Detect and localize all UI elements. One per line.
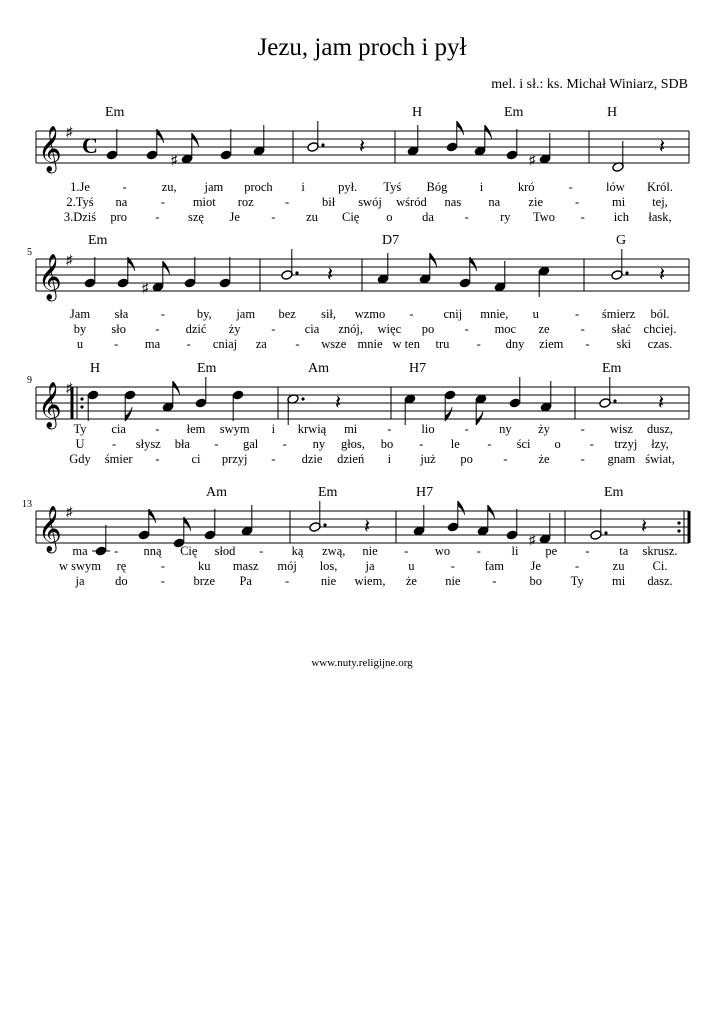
lyric-hyphen: - — [160, 559, 165, 573]
lyric-syllable: słod — [214, 544, 236, 558]
lyric-syllable: moc — [494, 322, 517, 336]
lyric-syllable: sił, — [321, 307, 337, 321]
footer-url: www.nuty.religijne.org — [311, 657, 413, 669]
lyric-syllable: wo — [434, 544, 451, 558]
lyric-syllable: ich — [613, 210, 629, 224]
lyric-syllable: mi — [611, 574, 626, 588]
treble-clef: 𝄞 — [38, 126, 62, 171]
repeat-dot — [677, 521, 680, 524]
chord-symbol: Em — [88, 233, 108, 248]
lyric-syllable: śmier — [104, 452, 133, 466]
lyric-syllable: mi — [611, 195, 626, 209]
lyric-syllable: nną — [143, 544, 162, 558]
lyric-hyphen: - — [122, 180, 127, 194]
lyric-syllable: ma — [144, 337, 161, 351]
measure-number: 9 — [27, 375, 32, 386]
lyric-syllable: Jam — [69, 307, 91, 321]
lyric-syllable: mnie — [357, 337, 383, 351]
lyric-syllable: pro — [110, 210, 128, 224]
lyric-hyphen: - — [271, 322, 276, 336]
lyric-syllable: Je — [229, 210, 240, 224]
staff-system — [27, 361, 689, 466]
augmentation-dot — [295, 271, 298, 274]
lyric-syllable: Król. — [646, 180, 674, 194]
chord-symbol: Am — [206, 485, 227, 500]
lyric-syllable: że — [538, 452, 550, 466]
lyric-syllable: łzy, — [651, 437, 669, 451]
lyric-syllable: ży — [228, 322, 241, 336]
augmentation-dot — [625, 271, 628, 274]
measure-number: 13 — [22, 499, 32, 510]
lyric-syllable: u — [408, 559, 415, 573]
lyric-syllable: los, — [319, 559, 338, 573]
lyric-syllable: dusz, — [646, 422, 674, 436]
lyric-syllable: gal — [242, 437, 259, 451]
lyric-syllable: masz — [232, 559, 259, 573]
lyric-syllable: dzień — [337, 452, 365, 466]
lyric-syllable: zu — [612, 559, 625, 573]
lyric-hyphen: - — [487, 437, 492, 451]
key-signature-sharp: ♯ — [66, 380, 73, 395]
lyric-syllable: słysz — [135, 437, 161, 451]
lyric-syllable: wisz — [609, 422, 633, 436]
lyric-syllable: sła — [114, 307, 129, 321]
lyric-syllable: U — [75, 437, 85, 451]
lyric-syllable: ży — [538, 422, 550, 436]
lyric-hyphen: - — [492, 574, 497, 588]
eighth-flag — [485, 125, 492, 139]
lyric-syllable: dzić — [185, 322, 207, 336]
lyric-hyphen: - — [503, 452, 508, 466]
lyric-syllable: ma — [72, 544, 88, 558]
lyric-hyphen: - — [464, 322, 469, 336]
lyric-syllable: ści — [516, 437, 531, 451]
eighth-flag — [192, 133, 199, 147]
chord-symbol: H7 — [409, 361, 427, 376]
lyric-syllable: li — [511, 544, 519, 558]
lyric-hyphen: - — [568, 180, 573, 194]
lyric-syllable: ziem — [539, 337, 564, 351]
lyric-syllable: szę — [188, 210, 204, 224]
lyric-hyphen: - — [155, 210, 160, 224]
lyric-hyphen: - — [282, 437, 287, 451]
lyric-syllable: wsze — [321, 337, 347, 351]
lyric-syllable: sło — [111, 322, 126, 336]
key-signature-sharp: ♯ — [66, 124, 73, 139]
eighth-flag — [457, 121, 464, 135]
lyric-syllable: po — [421, 322, 435, 336]
eighth-flag — [430, 253, 437, 267]
lyric-syllable: Ci. — [652, 559, 668, 573]
eighth-flag — [476, 411, 483, 425]
lyric-syllable: Bóg — [426, 180, 448, 194]
lyric-syllable: i — [271, 422, 276, 436]
lyric-syllable: 2.Tyś — [66, 195, 94, 209]
treble-clef: 𝄞 — [38, 382, 62, 427]
lyric-syllable: więc — [377, 322, 402, 336]
augmentation-dot — [323, 523, 326, 526]
lyric-syllable: dasz. — [647, 574, 673, 588]
lyric-hyphen: - — [580, 422, 585, 436]
lyric-syllable: łask, — [648, 210, 672, 224]
lyric-syllable: rę — [116, 559, 127, 573]
lyric-syllable: Cię — [180, 544, 198, 558]
lyric-syllable: Two — [532, 210, 556, 224]
lyric-hyphen: - — [589, 437, 594, 451]
lyric-syllable: przyj — [221, 452, 248, 466]
lyric-syllable: ką — [291, 544, 304, 558]
chord-symbol: Em — [318, 485, 338, 500]
lyric-syllable: ta — [619, 544, 629, 558]
lyric-syllable: i — [387, 452, 392, 466]
lyric-syllable: brze — [193, 574, 216, 588]
lyric-hyphen: - — [387, 422, 392, 436]
lyric-syllable: 1.Je — [70, 180, 90, 194]
lyric-syllable: pył. — [338, 180, 358, 194]
quarter-rest: 𝄽 — [364, 516, 371, 538]
lyric-syllable: zie — [528, 195, 544, 209]
quarter-rest: 𝄽 — [659, 136, 666, 158]
lyric-syllable: by, — [196, 307, 212, 321]
lyric-hyphen: - — [575, 559, 580, 573]
lyric-syllable: dzie — [301, 452, 323, 466]
lyric-syllable: i — [301, 180, 305, 194]
lyric-syllable: na — [115, 195, 128, 209]
lyric-hyphen: - — [285, 195, 290, 209]
lyric-syllable: bo — [529, 574, 542, 588]
lyric-syllable: le — [450, 437, 460, 451]
lyric-syllable: do — [115, 574, 128, 588]
lyric-syllable: Ty — [73, 422, 87, 436]
lyric-hyphen: - — [575, 195, 580, 209]
quarter-rest: 𝄽 — [359, 136, 366, 158]
lyric-hyphen: - — [112, 437, 117, 451]
lyric-syllable: ból. — [650, 307, 670, 321]
lyric-syllable: zu, — [161, 180, 177, 194]
lyric-syllable: bła — [174, 437, 190, 451]
lyric-syllable: śmierz — [601, 307, 636, 321]
lyric-syllable: Gdy — [69, 452, 91, 466]
lyric-syllable: cnij — [443, 307, 463, 321]
lyric-syllable: 3.Dziś — [63, 210, 97, 224]
lyric-syllable: głos, — [340, 437, 365, 451]
lyric-syllable: po — [460, 452, 473, 466]
lyric-syllable: nie — [320, 574, 337, 588]
lyric-hyphen: - — [114, 337, 119, 351]
lyric-syllable: bił — [321, 195, 336, 209]
lyric-syllable: Pa — [239, 574, 252, 588]
lyric-syllable: świat, — [645, 452, 675, 466]
lyric-syllable: ku — [198, 559, 211, 573]
lyric-syllable: wiem, — [354, 574, 386, 588]
lyric-syllable: łem — [186, 422, 206, 436]
lyric-syllable: chciej. — [643, 322, 677, 336]
chord-symbol: H7 — [416, 485, 434, 500]
lyric-syllable: lio — [421, 422, 435, 436]
repeat-dot — [80, 397, 83, 400]
lyric-syllable: ja — [75, 574, 85, 588]
song-title: Jezu, jam proch i pył — [257, 34, 467, 61]
lyric-syllable: swój — [358, 195, 382, 209]
lyric-hyphen: - — [155, 322, 160, 336]
lyric-syllable: Je — [530, 559, 541, 573]
lyric-syllable: Ty — [570, 574, 584, 588]
lyric-syllable: już — [420, 452, 436, 466]
chord-symbol: D7 — [382, 233, 400, 248]
lyric-syllable: ny — [312, 437, 326, 451]
lyric-syllable: w swym — [58, 559, 102, 573]
lyric-hyphen: - — [575, 307, 580, 321]
treble-clef: 𝄞 — [38, 254, 62, 299]
lyric-syllable: mnie, — [480, 307, 509, 321]
lyric-syllable: bo — [380, 437, 394, 451]
chord-symbol: Am — [308, 361, 329, 376]
quarter-rest: 𝄽 — [327, 264, 334, 286]
quarter-rest: 𝄽 — [659, 264, 666, 286]
augmentation-dot — [301, 397, 304, 400]
lyric-syllable: słać — [611, 322, 632, 336]
sharp-accidental: ♯ — [529, 152, 536, 167]
lyric-syllable: ny — [499, 422, 512, 436]
lyric-hyphen: - — [419, 437, 424, 451]
lyric-syllable: ze — [538, 322, 550, 336]
eighth-flag — [173, 381, 180, 395]
staff-system — [27, 233, 689, 351]
lyric-syllable: jam — [236, 307, 256, 321]
lyric-hyphen: - — [155, 422, 160, 436]
lyric-syllable: u — [76, 337, 84, 351]
chord-symbol: Em — [604, 485, 624, 500]
lyric-syllable: mi — [344, 422, 358, 436]
chord-symbol: H — [607, 105, 618, 120]
staff-system — [22, 485, 689, 588]
lyric-syllable: w ten — [392, 337, 420, 351]
lyric-syllable: swym — [219, 422, 250, 436]
measure-number: 5 — [27, 247, 32, 258]
lyric-syllable: fam — [484, 559, 505, 573]
lyric-syllable: miot — [192, 195, 216, 209]
lyric-hyphen: - — [160, 307, 165, 321]
lyric-syllable: krwią — [297, 422, 327, 436]
lyric-syllable: bez — [278, 307, 296, 321]
lyric-hyphen: - — [271, 210, 276, 224]
lyric-hyphen: - — [114, 544, 119, 558]
lyric-hyphen: - — [580, 322, 585, 336]
lyric-hyphen: - — [464, 210, 469, 224]
treble-clef: 𝄞 — [38, 506, 62, 551]
lyric-hyphen: - — [155, 452, 160, 466]
chord-symbol: Em — [105, 105, 125, 120]
staff-system — [36, 105, 689, 224]
lyric-hyphen: - — [476, 337, 481, 351]
chord-symbol: H — [412, 105, 423, 120]
augmentation-dot — [321, 143, 324, 146]
lyric-hyphen: - — [160, 574, 165, 588]
lyric-syllable: roz — [237, 195, 254, 209]
lyric-syllable: za — [255, 337, 267, 351]
lyric-syllable: ci — [191, 452, 201, 466]
lyric-hyphen: - — [295, 337, 300, 351]
chord-symbol: Em — [197, 361, 217, 376]
quarter-rest: 𝄽 — [641, 516, 648, 538]
eighth-flag — [458, 501, 465, 515]
composer-credit: mel. i sł.: ks. Michał Winiarz, SDB — [491, 77, 688, 92]
lyric-hyphen: - — [214, 437, 219, 451]
lyric-syllable: o — [386, 210, 393, 224]
eighth-flag — [163, 261, 170, 275]
sharp-accidental: ♯ — [529, 532, 536, 547]
lyric-hyphen: - — [580, 210, 585, 224]
lyric-syllable: da — [422, 210, 434, 224]
lyric-syllable: że — [405, 574, 417, 588]
lyric-syllable: jam — [204, 180, 224, 194]
lyric-hyphen: - — [450, 559, 455, 573]
chord-symbol: Em — [602, 361, 622, 376]
lyric-syllable: zwą, — [322, 544, 346, 558]
lyric-syllable: na — [488, 195, 501, 209]
lyric-hyphen: - — [404, 544, 409, 558]
lyric-syllable: nie — [445, 574, 461, 588]
augmentation-dot — [613, 399, 616, 402]
lyric-hyphen: - — [580, 452, 585, 466]
lyric-hyphen: - — [585, 337, 590, 351]
lyric-syllable: ski — [616, 337, 632, 351]
key-signature-sharp: ♯ — [66, 504, 73, 519]
lyric-syllable: cia — [304, 322, 320, 336]
lyric-syllable: trzyj — [614, 437, 638, 451]
lyric-syllable: o — [554, 437, 561, 451]
lyric-syllable: pe — [545, 544, 558, 558]
lyric-syllable: zu — [306, 210, 318, 224]
lyric-syllable: lów — [606, 180, 625, 194]
lyric-hyphen: - — [186, 337, 191, 351]
chord-symbol: G — [616, 233, 627, 248]
quarter-rest: 𝄽 — [335, 392, 342, 414]
sharp-accidental: ♯ — [142, 280, 149, 295]
lyric-syllable: mój — [277, 559, 297, 573]
lyric-syllable: nie — [362, 544, 378, 558]
lyric-hyphen: - — [259, 544, 264, 558]
lyric-syllable: czas. — [647, 337, 673, 351]
lyric-syllable: i — [479, 180, 484, 194]
sharp-accidental: ♯ — [171, 152, 178, 167]
chord-symbol: H — [90, 361, 101, 376]
repeat-dot — [80, 405, 83, 408]
lyric-syllable: Cię — [341, 210, 360, 224]
quarter-rest: 𝄽 — [658, 392, 665, 414]
lyric-syllable: u — [532, 307, 539, 321]
lyric-hyphen: - — [464, 422, 469, 436]
chord-symbol: Em — [504, 105, 524, 120]
lyric-syllable: cia — [111, 422, 126, 436]
augmentation-dot — [604, 531, 607, 534]
time-signature: C — [82, 133, 98, 158]
lyric-syllable: skrusz. — [642, 544, 678, 558]
lyric-syllable: Tyś — [383, 180, 402, 194]
lyric-syllable: cniaj — [212, 337, 238, 351]
eighth-flag — [488, 505, 495, 519]
lyric-hyphen: - — [476, 544, 481, 558]
lyric-syllable: kró — [517, 180, 535, 194]
lyric-syllable: nas — [444, 195, 462, 209]
lyric-syllable: tru — [435, 337, 450, 351]
lyric-syllable: wzmo — [354, 307, 386, 321]
lyric-syllable: ry — [500, 210, 511, 224]
lyric-hyphen: - — [285, 574, 290, 588]
lyric-hyphen: - — [409, 307, 414, 321]
lyric-syllable: tej, — [652, 195, 668, 209]
lyric-hyphen: - — [160, 195, 165, 209]
lyric-hyphen: - — [271, 452, 276, 466]
key-signature-sharp: ♯ — [66, 252, 73, 267]
lyric-syllable: dny — [505, 337, 525, 351]
lyric-hyphen: - — [585, 544, 590, 558]
lyric-syllable: by — [73, 322, 87, 336]
repeat-dot — [677, 529, 680, 532]
lyric-syllable: proch — [244, 180, 273, 194]
lyric-syllable: wśród — [396, 195, 427, 209]
lyric-syllable: gnam — [607, 452, 636, 466]
lyric-syllable: ja — [365, 559, 375, 573]
lyric-syllable: znój, — [338, 322, 363, 336]
